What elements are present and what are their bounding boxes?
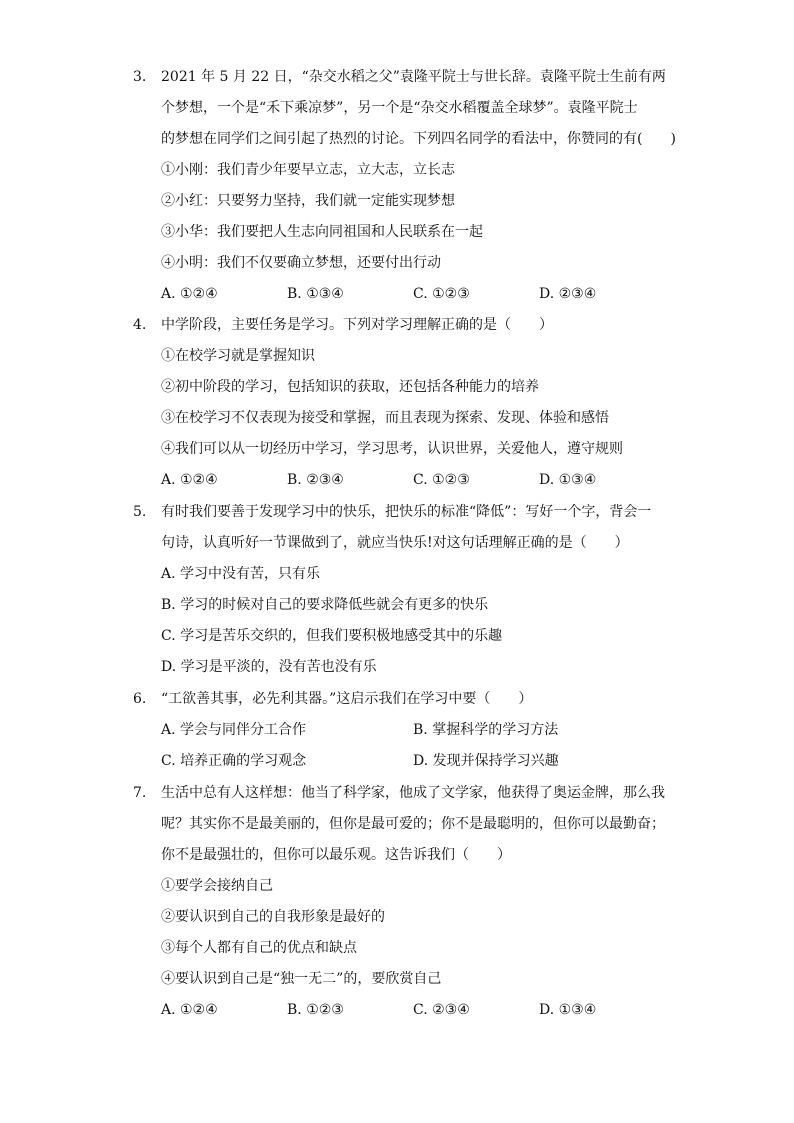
question-stem-line: 句诗，认真听好一节课做到了，就应当快乐!对这句话理解正确的是（ ） [161,535,629,551]
option-b[interactable]: B. 掌握科学的学习方法 [413,722,559,738]
question-stem-line: “工欲善其事，必先利其器。”这启示我们在学习中要（ ） [161,691,533,707]
option-d[interactable]: D. 学习是平淡的，没有苦也没有乐 [161,659,377,675]
question-stem-line: 有时我们要善于发现学习中的快乐，把快乐的标准“降低”：写好一个字，背会一 [161,504,652,520]
question-number: 5. [133,504,147,520]
option-b[interactable]: B. ②③④ [287,472,344,488]
option-b[interactable]: B. ①③④ [287,286,344,302]
question-stem-line: 中学阶段，主要任务是学习。下列对学习理解正确的是（ ） [161,317,553,333]
question-body [161,62,691,310]
option-d[interactable]: D. ②③④ [539,286,597,302]
statement: ④我们可以从一切经历中学习，学习思考，认识世界，关爱他人，遵守规则 [161,441,623,457]
question-body [161,310,691,496]
option-a[interactable]: A. ①②④ [161,472,218,488]
option-b[interactable]: B. 学习的时候对自己的要求降低些就会有更多的快乐 [161,597,489,613]
option-d[interactable]: D. ①③④ [539,1002,597,1018]
question-body [161,778,691,1026]
question-stem-line: 呢？其实你不是最美丽的，但你是最可爱的；你不是最聪明的，但你可以最勤奋； [161,816,665,832]
statement: ②要认识到自己的自我形象是最好的 [161,909,385,925]
question-body [161,497,691,683]
question-body [161,684,691,777]
statement: ④小明：我们不仅要确立梦想，还要付出行动 [161,255,441,271]
options-row [161,746,691,777]
options-row [161,279,691,310]
options-row [161,995,691,1026]
options-row [161,465,691,496]
statement: ①小刚：我们青少年要早立志，立大志，立长志 [161,162,455,178]
question-number: 3. [133,69,147,85]
statement: ①要学会接纳自己 [161,878,273,894]
statement: ③每个人都有自己的优点和缺点 [161,940,357,956]
statement: ②初中阶段的学习，包括知识的获取，还包括各种能力的培养 [161,379,539,395]
statement: ①在校学习就是掌握知识 [161,348,315,364]
option-a[interactable]: A. 学习中没有苦，只有乐 [161,566,321,582]
option-d[interactable]: D. 发现并保持学习兴趣 [413,753,559,769]
option-c[interactable]: C. 学习是苦乐交织的，但我们要积极地感受其中的乐趣 [161,628,503,644]
statement: ④要认识到自己是“独一无二”的，要欣赏自己 [161,971,442,987]
option-a[interactable]: A. ①②④ [161,286,218,302]
question-stem-line: 2021 年 5 月 22 日，“杂交水稻之父”袁隆平院士与世长辞。袁隆平院士生前有两 [161,69,666,85]
option-a[interactable]: A. 学会与同伴分工合作 [161,722,307,738]
question-number: 6. [133,691,147,707]
question-stem-line: 个梦想，一个是“禾下乘凉梦”，另一个是“杂交水稻覆盖全球梦”。袁隆平院士 [161,100,638,116]
question-stem-line: 的梦想在同学们之间引起了热烈的讨论。下列四名同学的看法中，你赞同的有( ) [161,131,676,147]
option-c[interactable]: C. ②③④ [413,1002,470,1018]
question-stem-line: 生活中总有人这样想：他当了科学家，他成了文学家，他获得了奥运金牌，那么我 [161,785,665,801]
option-c[interactable]: C. 培养正确的学习观念 [161,753,307,769]
option-c[interactable]: C. ①②③ [413,286,470,302]
statement: ③小华：我们要把人生志向同祖国和人民联系在一起 [161,224,483,240]
option-c[interactable]: C. ①②③ [413,472,470,488]
option-a[interactable]: A. ①②④ [161,1002,218,1018]
question-number: 4. [133,317,147,333]
option-d[interactable]: D. ①③④ [539,472,597,488]
options-row [161,715,691,746]
statement: ②小红：只要努力坚持，我们就一定能实现梦想 [161,193,455,209]
statement: ③在校学习不仅表现为接受和掌握，而且表现为探索、发现、体验和感悟 [161,410,609,426]
question-number: 7. [133,785,147,801]
option-b[interactable]: B. ①②③ [287,1002,344,1018]
question-stem-line: 你不是最强壮的，但你可以最乐观。这告诉我们（ ） [161,847,511,863]
